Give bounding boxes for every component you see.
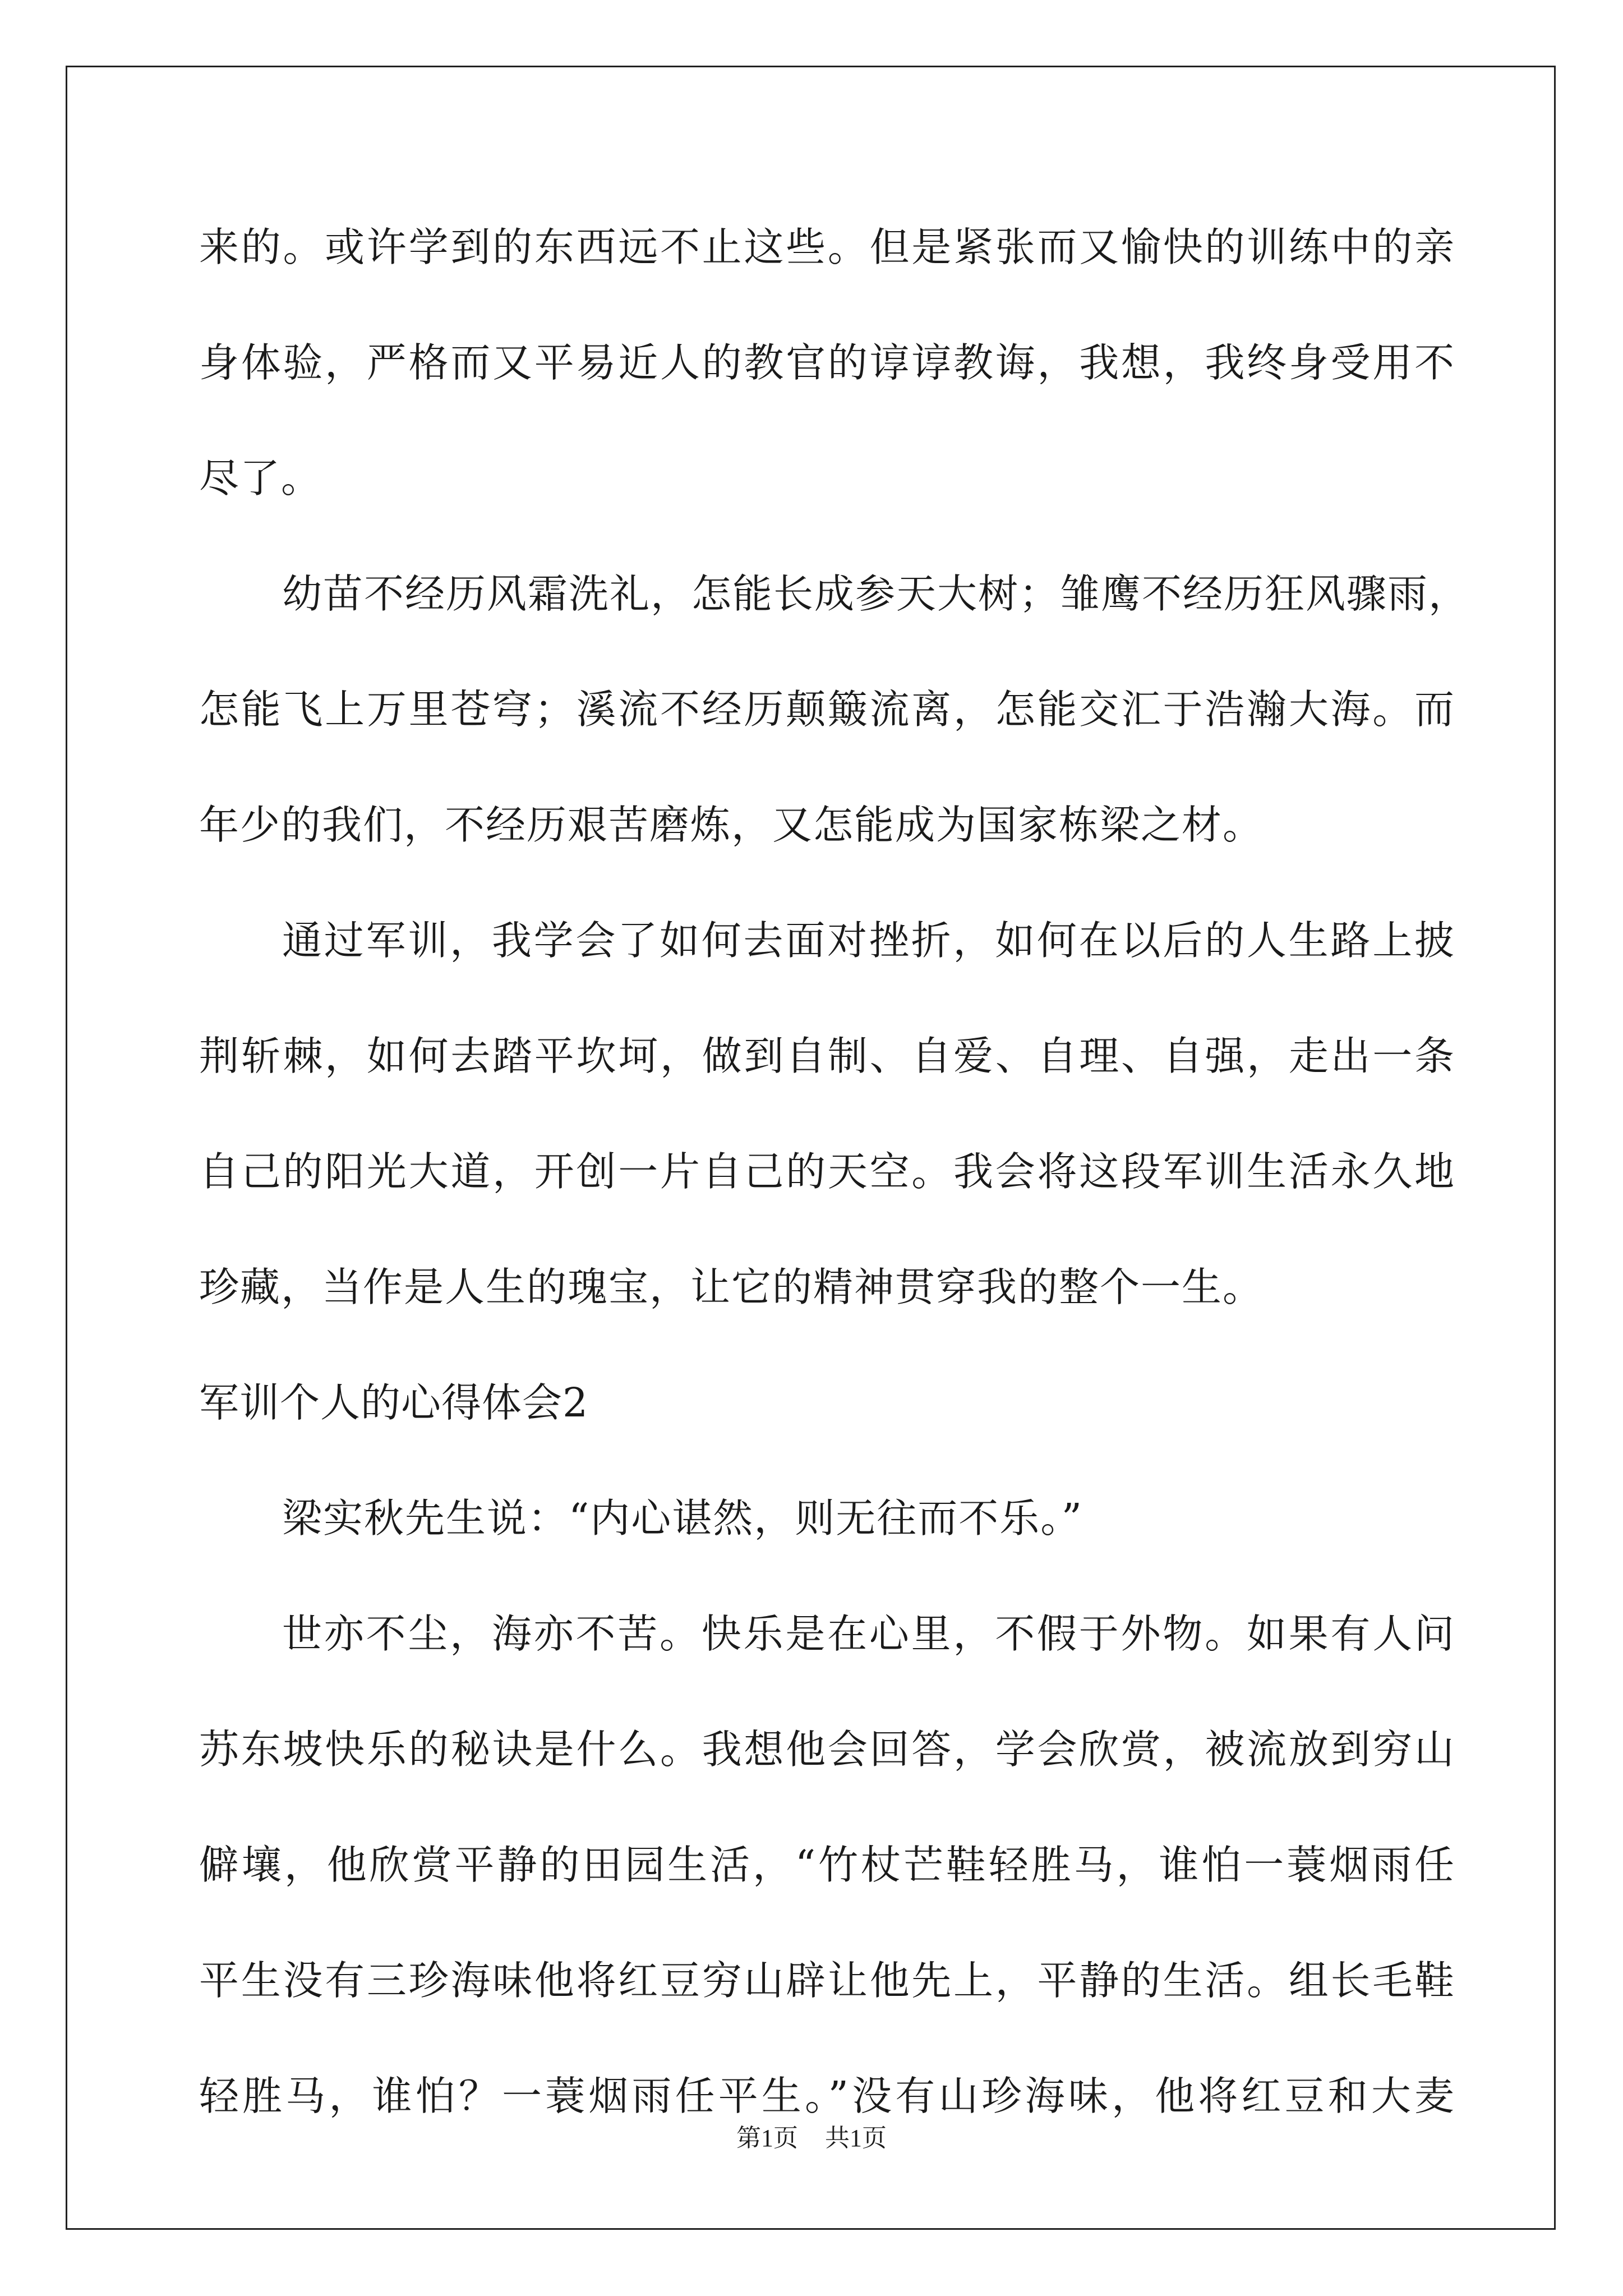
page-footer [0,2122,1623,2155]
text-line: 荆斩棘，如何去踏平坎坷，做到自制、自爱、自理、自强，走出一条 [199,1033,1455,1079]
text-line: 幼苗不经历风霜洗礼，怎能长成参天大树；雏鹰不经历狂风骤雨， [282,570,1470,617]
text-line: 轻胜马，谁怕？一蓑烟雨任平生。”没有山珍海味，他将红豆和大麦 [199,2073,1455,2119]
document-body [199,202,1470,2166]
text-line: 通过军训，我学会了如何去面对挫折，如何在以后的人生路上披 [282,917,1455,964]
text-line: 怎能飞上万里苍穹；溪流不经历颠簸流离，怎能交汇于浩瀚大海。而 [199,686,1455,733]
text-line: 苏东坡快乐的秘诀是什么。我想他会回答，学会欣赏，被流放到穷山 [199,1726,1455,1773]
text-line: 平生没有三珍海味他将红豆穷山辟让他先上，平静的生活。组长毛鞋 [199,1957,1455,2004]
section-heading: 军训个人的心得体会2 [199,1379,589,1426]
page-number: 第1页 [736,2124,798,2152]
page-total: 共1页 [825,2124,887,2152]
text-line: 珍藏，当作是人生的瑰宝，让它的精神贯穿我的整个一生。 [199,1264,1264,1310]
text-line: 来的。或许学到的东西远不止这些。但是紧张而又愉快的训练中的亲 [199,224,1455,270]
text-line: 僻壤，他欣赏平静的田园生活，“竹杖芒鞋轻胜马，谁怕一蓑烟雨任 [199,1842,1455,1888]
text-line: 梁实秋先生说：“内心谌然，则无往而不乐。” [282,1495,1083,1542]
text-line: 身体验，严格而又平易近人的教官的谆谆教诲，我想，我终身受用不 [199,339,1455,386]
text-line: 世亦不尘，海亦不苦。快乐是在心里，不假于外物。如果有人问 [282,1611,1455,1657]
text-line: 尽了。 [199,455,322,501]
text-line: 自己的阳光大道，开创一片自己的天空。我会将这段军训生活永久地 [199,1148,1455,1195]
text-line: 年少的我们，不经历艰苦磨炼，又怎能成为国家栋梁之材。 [199,802,1264,848]
